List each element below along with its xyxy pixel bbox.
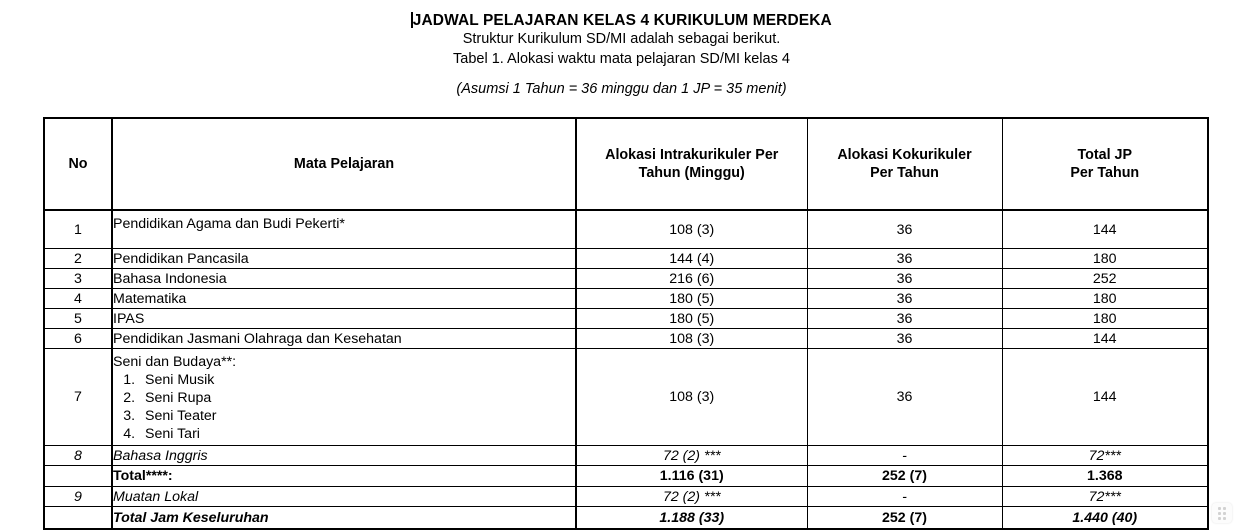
cell-kokurikuler: 252 (7) (807, 466, 1002, 487)
page-title-line (0, 11, 1243, 30)
cell-total: 144 (1002, 210, 1208, 249)
cell-total: 1.440 (40) (1002, 507, 1208, 530)
cell-intrakurikuler: 108 (3) (576, 349, 807, 446)
cell-subject: Muatan Lokal (112, 487, 576, 507)
cell-subject: Pendidikan Jasmani Olahraga dan Kesehatan (112, 329, 576, 349)
assumption-note: (Asumsi 1 Tahun = 36 minggu dan 1 JP = 35 menit) (456, 81, 787, 97)
table-row (44, 289, 1208, 309)
seni-title: Seni dan Budaya**: (113, 354, 237, 370)
table-row (44, 249, 1208, 269)
header-kokurikuler-line2: Per Tahun (870, 165, 939, 181)
cell-subject: Matematika (112, 289, 576, 309)
cell-subject: Pendidikan Agama dan Budi Pekerti* (112, 210, 576, 249)
header-kokurikuler-line1: Alokasi Kokurikuler (837, 147, 972, 163)
cell-kokurikuler: 252 (7) (807, 507, 1002, 530)
cell-no: 1 (44, 210, 112, 249)
cell-intrakurikuler: 108 (3) (576, 210, 807, 249)
cell-total: 1.368 (1002, 466, 1208, 487)
subtitle-line-2: Tabel 1. Alokasi waktu mata pelajaran SD/MI kelas 4 (453, 50, 790, 67)
table-row-seni-budaya (44, 349, 1208, 446)
cell-total: 252 (1002, 269, 1208, 289)
header-total-jp (1002, 118, 1208, 210)
cell-intrakurikuler: 72 (2) *** (576, 446, 807, 466)
cell-total: 144 (1002, 349, 1208, 446)
cell-no (44, 466, 112, 487)
table-row (44, 210, 1208, 249)
schedule-table (43, 117, 1209, 530)
cell-intrakurikuler: 108 (3) (576, 329, 807, 349)
cell-total: 180 (1002, 309, 1208, 329)
drag-handle-button[interactable] (1212, 503, 1232, 523)
cell-intrakurikuler: 72 (2) *** (576, 487, 807, 507)
table-header-row (44, 118, 1208, 210)
cell-subject: Bahasa Inggris (112, 446, 576, 466)
cell-intrakurikuler: 216 (6) (576, 269, 807, 289)
header-total-line1: Total JP (1077, 147, 1133, 163)
cell-kokurikuler: 36 (807, 210, 1002, 249)
cell-kokurikuler: - (807, 446, 1002, 466)
grid-dots-icon (1218, 507, 1226, 520)
cell-subject: Bahasa Indonesia (112, 269, 576, 289)
cell-total: 72*** (1002, 446, 1208, 466)
list-item: 1. Seni Musik (139, 371, 575, 389)
table-row-muatan-lokal (44, 487, 1208, 507)
table-row-total (44, 466, 1208, 487)
header-subject: Mata Pelajaran (112, 118, 576, 210)
cell-intrakurikuler: 180 (5) (576, 309, 807, 329)
cell-no: 9 (44, 487, 112, 507)
cell-subject: Total Jam Keseluruhan (112, 507, 576, 530)
cell-no: 5 (44, 309, 112, 329)
cell-intrakurikuler: 1.188 (33) (576, 507, 807, 530)
cell-no: 2 (44, 249, 112, 269)
document-header (0, 0, 1243, 99)
table-body (44, 210, 1208, 529)
cell-subject: Total****: (112, 466, 576, 487)
header-intrakurikuler-line1: Alokasi Intrakurikuler Per (605, 147, 779, 163)
cell-no: 6 (44, 329, 112, 349)
header-intrakurikuler-line2: Tahun (Minggu) (638, 165, 745, 181)
header-total-line2: Per Tahun (1070, 165, 1140, 181)
page-title-text: JADWAL PELAJARAN KELAS 4 KURIKULUM MERDEKA (412, 12, 832, 29)
page-title (411, 11, 832, 30)
cell-kokurikuler: 36 (807, 289, 1002, 309)
cell-intrakurikuler: 180 (5) (576, 289, 807, 309)
table-header (44, 118, 1208, 210)
list-item: 3. Seni Teater (139, 407, 575, 425)
cell-total: 144 (1002, 329, 1208, 349)
cell-subject (112, 349, 576, 446)
cell-kokurikuler: 36 (807, 269, 1002, 289)
table-row (44, 309, 1208, 329)
cell-kokurikuler: 36 (807, 309, 1002, 329)
header-kokurikuler (807, 118, 1002, 210)
table-row (44, 269, 1208, 289)
list-item: 4. Seni Tari (139, 425, 575, 443)
cell-no: 4 (44, 289, 112, 309)
header-intrakurikuler (576, 118, 807, 210)
cell-total: 72*** (1002, 487, 1208, 507)
cell-kokurikuler: - (807, 487, 1002, 507)
cell-total: 180 (1002, 289, 1208, 309)
cell-kokurikuler: 36 (807, 329, 1002, 349)
cell-no: 7 (44, 349, 112, 446)
seni-subject-list (113, 371, 575, 443)
subtitle-line-1: Struktur Kurikulum SD/MI adalah sebagai berikut. (462, 31, 781, 47)
cell-intrakurikuler: 1.116 (31) (576, 466, 807, 487)
table-row (44, 329, 1208, 349)
cell-kokurikuler: 36 (807, 349, 1002, 446)
header-no: No (44, 118, 112, 210)
cell-total: 180 (1002, 249, 1208, 269)
list-item: 2. Seni Rupa (139, 389, 575, 407)
table-row-bahasa-inggris (44, 446, 1208, 466)
cell-intrakurikuler: 144 (4) (576, 249, 807, 269)
cell-kokurikuler: 36 (807, 249, 1002, 269)
cell-no: 3 (44, 269, 112, 289)
cell-no: 8 (44, 446, 112, 466)
schedule-table-container (43, 117, 1207, 530)
cell-subject: Pendidikan Pancasila (112, 249, 576, 269)
cell-subject: IPAS (112, 309, 576, 329)
